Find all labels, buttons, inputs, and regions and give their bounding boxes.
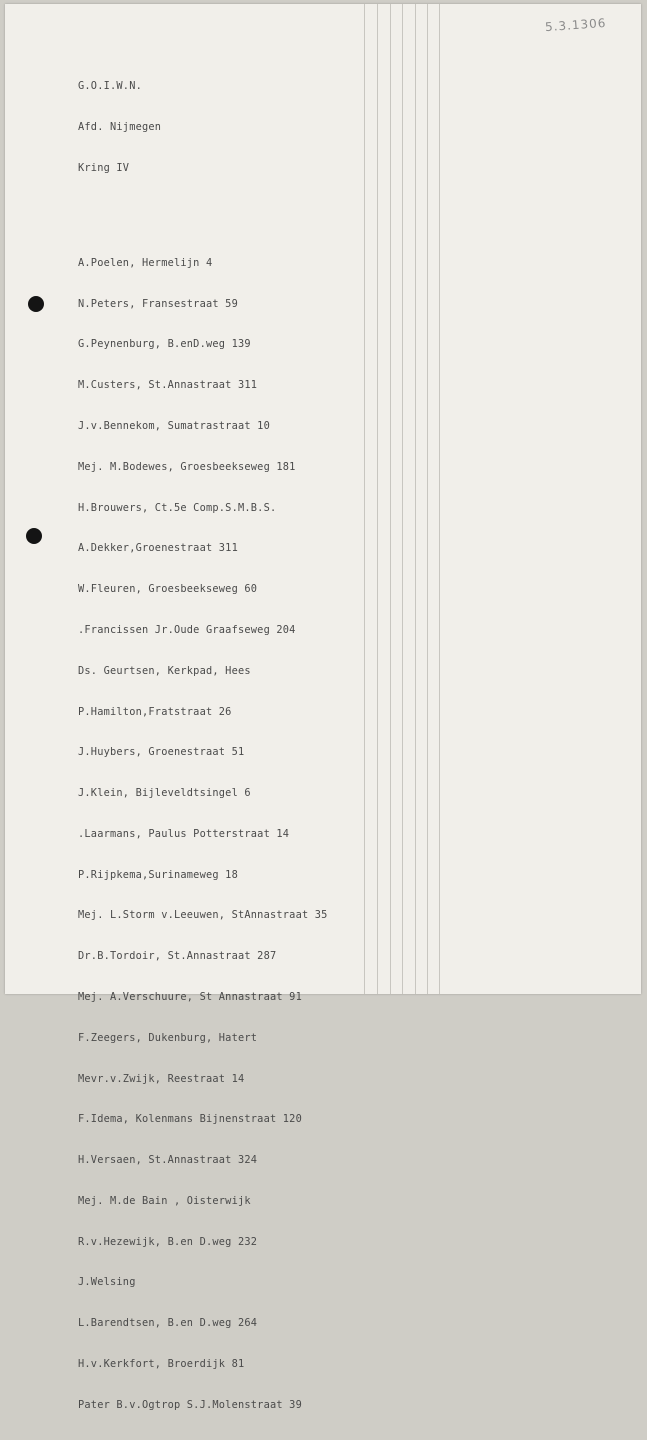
list-item: F.Zeegers, Dukenburg, Hatert (78, 1031, 258, 1044)
list-item: .Francissen Jr.Oude Graafseweg 204 (78, 623, 296, 636)
document-page (5, 4, 641, 1411)
list-item: A.Dekker,Groenestraat 311 (78, 542, 238, 555)
typed-content (78, 53, 328, 1440)
list-item: F.Idema, Kolenmans Bijnenstraat 120 (78, 1113, 302, 1126)
ruled-line (402, 4, 403, 994)
list-item: G.Peynenburg, B.enD.weg 139 (78, 338, 251, 351)
list-item: Mej. A.Verschuure, St Annastraat 91 (78, 990, 302, 1003)
punch-hole-top (28, 296, 44, 312)
list-item: J.Klein, Bijleveldtsingel 6 (78, 787, 251, 800)
list-item: H.v.Kerkfort, Broerdijk 81 (78, 1358, 245, 1370)
list-item: P.Rijpkema,Surinameweg 18 (78, 868, 238, 881)
list-item: Pater B.v.Ogtrop S.J.Molenstraat 39 (78, 1398, 302, 1411)
list-item: J.v.Bennekom, Sumatrastraat 10 (78, 420, 270, 433)
list-item: Mej. L.Storm v.Leeuwen, StAnnastraat 35 (78, 909, 328, 922)
reference-number: 5.3.1306 (544, 15, 607, 35)
list-item: L.Barendtsen, B.en D.weg 264 (78, 1317, 258, 1330)
list-item: H.Brouwers, Ct.5e Comp.S.M.B.S. (78, 501, 277, 514)
list-item: M.Custers, St.Annastraat 311 (78, 379, 258, 392)
punch-hole-bottom (26, 528, 42, 544)
list-item: R.v.Hezewijk, B.en D.weg 232 (78, 1235, 258, 1248)
list-item: Ds. Geurtsen, Kerkpad, Hees (78, 664, 251, 677)
list-item: Mej. M.Bodewes, Groesbeekseweg 181 (78, 460, 296, 473)
ruled-line (439, 4, 440, 994)
list-item: J.Welsing (78, 1276, 136, 1289)
list-item: J.Huybers, Groenestraat 51 (78, 746, 245, 759)
header-department: Afd. Nijmegen (78, 120, 162, 133)
list-item: Mevr.v.Zwijk, Reestraat 14 (78, 1072, 245, 1085)
ruled-line (377, 4, 378, 994)
list-item: .Laarmans, Paulus Potterstraat 14 (78, 827, 290, 840)
ruled-line (427, 4, 428, 994)
list-item: Mej. M.de Bain , Oisterwijk (78, 1194, 251, 1207)
ruled-line (390, 4, 391, 994)
header-circle: Kring IV (78, 161, 130, 174)
list-item: W.Fleuren, Groesbeekseweg 60 (78, 583, 258, 596)
spacer (78, 203, 328, 217)
ruled-line (364, 4, 365, 994)
list-item: P.Hamilton,Fratstraat 26 (78, 705, 232, 718)
list-item: A.Poelen, Hermelijn 4 (78, 256, 213, 269)
ruled-line (415, 4, 416, 994)
list-item: Dr.B.Tordoir, St.Annastraat 287 (78, 950, 277, 963)
list-item: N.Peters, Fransestraat 59 (78, 297, 238, 310)
list-item: H.Versaen, St.Annastraat 324 (78, 1154, 258, 1167)
header-organization: G.O.I.W.N. (78, 80, 142, 93)
